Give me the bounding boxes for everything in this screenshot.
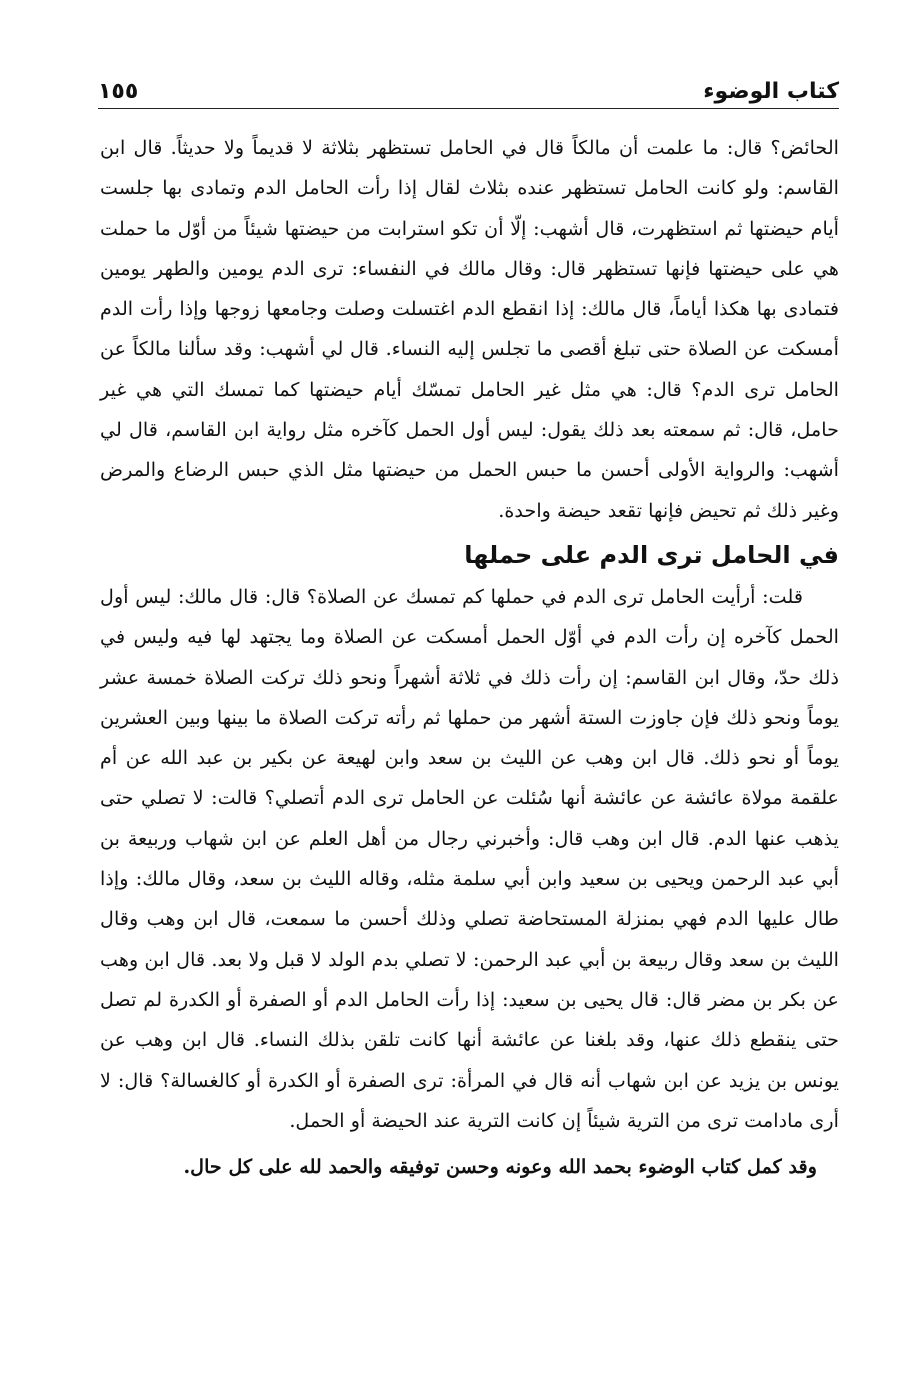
page-header [98,72,839,104]
running-head: كتاب الوضوء [703,79,839,104]
paragraph-menses-discussion: الحائض؟ قال: ما علمت أن مالكاً قال في الحامل تستظهر بثلاثة لا قديماً ولا حديثاً. قال ابن القاسم: ولو كانت الحامل تستظهر عنده بثلاث لقال إذا رأت الحامل الدم وتمادى بها جلست أيام حيضتها ثم استظهرت، قال أشهب: إلّا أن تكو استرابت من حيضتها شيئاً من أوّل ما حملت هي على حيضتها فإنها تستظهر قال: وقال مالك في النفساء: ترى الدم يومين والطهر يومين فتمادى بها هكذا أياماً، قال مالك: إذا انقطع الدم اغتسلت وصلت وجامعها زوجها وإذا رأت الدم أمسكت عن الصلاة حتى تبلغ أقصى ما تجلس إليه النساء. قال لي أشهب: وقد سألنا مالكاً عن الحامل ترى الدم؟ قال: هي مثل غير الحامل تمسّك أيام حيضتها كما تمسك التي هي غير حامل، قال: ثم سمعته بعد ذلك يقول: ليس أول الحمل كآخره مثل رواية ابن القاسم، قال لي أشهب: والرواية الأولى أحسن ما حبس الحمل من حيضتها مثل الذي حبس الرضاع والمرض وغير ذلك ثم تحيض فإنها تقعد حيضة واحدة. [100,136,839,522]
header-rule [98,108,839,109]
closing-statement: وقد كمل كتاب الوضوء بحمد الله وعونه وحسن توفيقه والحمد لله على كل حال. [183,1155,817,1179]
paragraph-pregnant-bleeding: قلت: أرأيت الحامل ترى الدم في حملها كم تمسك عن الصلاة؟ قال: قال مالك: ليس أول الحمل كآخره إن رأت الدم في أوّل الحمل أمسكت عن الصلاة وما يجتهد لها فيه وليس في ذلك حدّ، وقال ابن القاسم: إن رأت ذلك في ثلاثة أشهراً ونحو ذلك تركت الصلاة خمسة عشر يوماً ونحو ذلك فإن جاوزت الستة أشهر من حملها ثم رأته تركت الصلاة ما بينها وبين العشرين يوماً أو نحو ذلك. قال ابن وهب عن الليث بن سعد وابن لهيعة عن بكير بن عبد الله عن أم علقمة مولاة عائشة عن عائشة أنها سُئلت عن الحامل ترى الدم أتصلي؟ قالت: لا تصلي حتى يذهب عنها الدم. قال ابن وهب قال: وأخبرني رجال من أهل العلم عن ابن شهاب وربيعة بن أبي عبد الرحمن ويحيى بن سعيد وابن أبي سلمة مثله، وقاله الليث بن سعد، وقال مالك: وإذا طال عليها الدم فهي بمنزلة المستحاضة تصلي وذلك أحسن ما سمعت، قال ابن وهب وقال الليث بن سعد وقال ربيعة بن أبي عبد الرحمن: لا تصلي بدم الولد لا قبل ولا بعد. قال ابن وهب عن بكر بن مضر قال: قال يحيى بن سعيد: إذا رأت الحامل الدم أو الصفرة أو الكدرة لم تصل حتى ينقطع ذلك عنها، وقد بلغنا عن عائشة أنها كانت تلقن بذلك النساء. قال ابن وهب عن يونس بن يزيد عن ابن شهاب أنه قال في المرأة: ترى الصفرة أو الكدرة أو كالغسالة؟ قال: لا أرى مادامت ترى من الترية شيئاً إن كانت الترية عند الحيضة أو الحمل. [100,584,839,1132]
page-number: ١٥٥ [98,79,139,104]
section-heading: في الحامل ترى الدم على حملها [464,540,839,569]
page-body [100,128,839,1187]
